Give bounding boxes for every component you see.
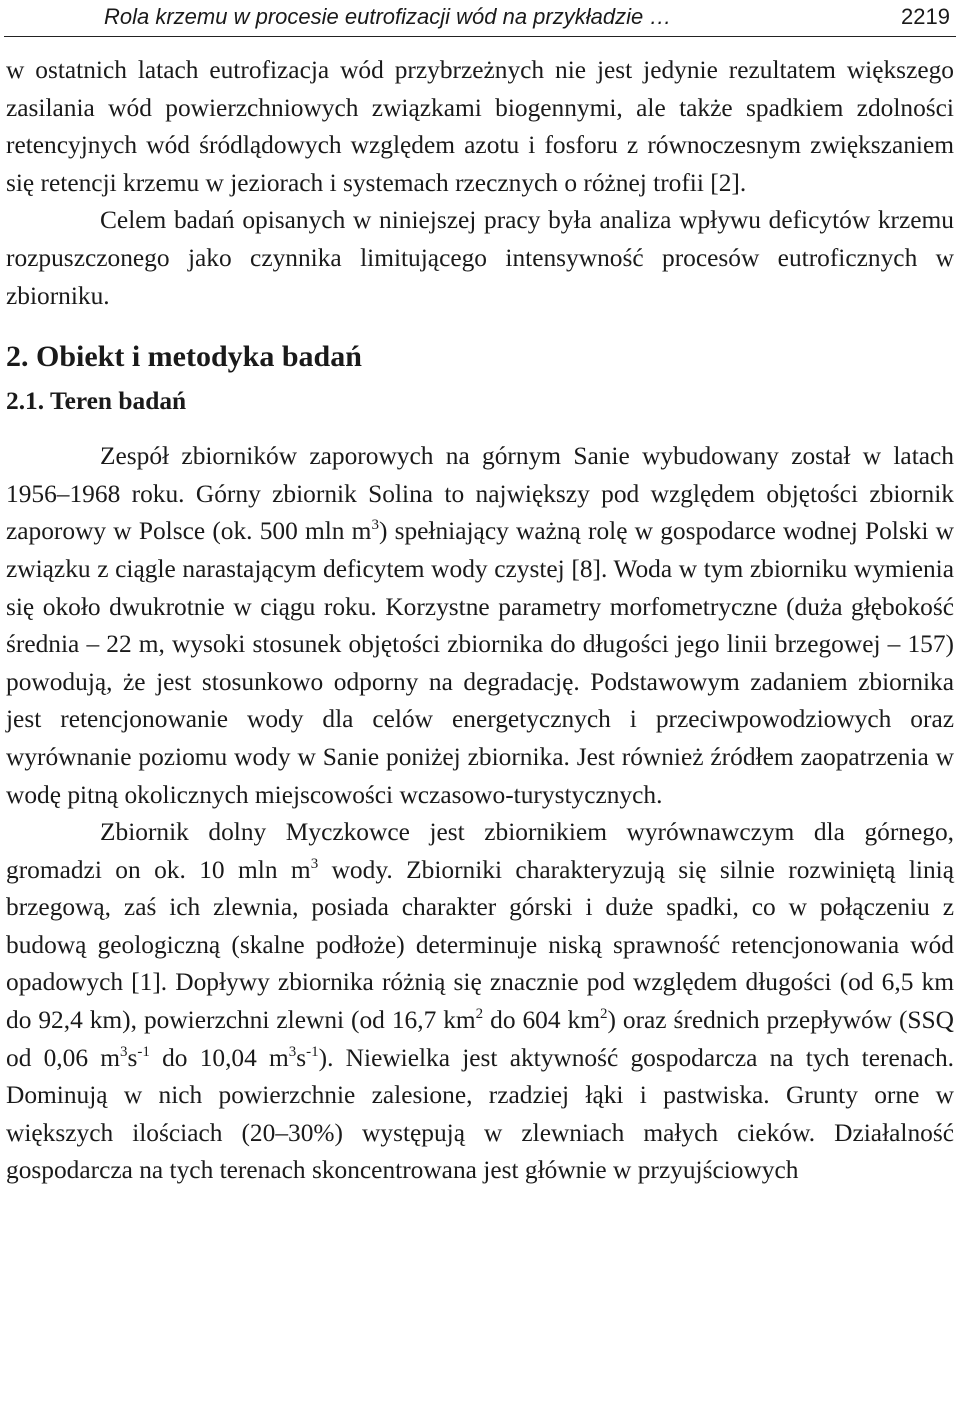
running-header (4, 0, 956, 37)
para-text: do 604 km (483, 1006, 600, 1035)
superscript: 3 (288, 1043, 297, 1060)
para-text: Zespół zbiorników zaporowych na górnym Sanie wybudowany został w latach 1956–1968 roku. Górny zbiornik Solina to największy pod względem objętości zbiornik zaporowy w Polsce (ok. 500 mln m (6, 442, 954, 546)
superscript: -1 (306, 1043, 319, 1060)
paragraph-solina (6, 438, 954, 814)
paragraph-aim: Celem badań opisanych w niniejszej pracy była analiza wpływu deficytów krzemu rozpuszczonego jako czynnika limitującego intensywność procesów eutroficznych w zbiorniku. (6, 206, 954, 310)
para-text: ) spełniający ważną rolę w gospodarce wodnej Polski w związku z ciągle narastającym deficytem wody czystej [8]. Woda w tym zbiorniku wymienia się około dwukrotnie w ciągu roku. Korzystne parametry morfometryczne (duża głębokość średnia – 22 m, wysoki stosunek objętości zbiornika do długości jego linii brzegowej – 157) powodują, że jest stosunkowo odporny na degradację. Podstawowym zadaniem zbiornika jest retencjonowanie wody dla celów energetycznych i przeciwpowodziowych oraz wyrównanie poziomu wody w Sanie poniżej zbiornika. Jest również źródłem zaopatrzenia w wodę pitną okolicznych miejscowości wczasowo-turystycznych. (6, 517, 954, 809)
para-text: do 10,04 m (149, 1043, 289, 1072)
superscript: 3 (120, 1043, 128, 1060)
superscript: 2 (475, 1006, 484, 1023)
para-text: ). Niewielka jest aktywność gospodarcza na tych terenach. Dominują w nich powierzchnie zalesione, rzadziej łąki i pastwiska. Grunty orne w większych ilościach (20–30%) występują w zlewniach małych cieków. Działalność gospodarcza na tych terenach skoncentrowana jest głównie w przyujściowych (6, 1043, 955, 1185)
para-text: Zbiornik dolny Myczkowce jest zbiornikiem wyrównawczym dla górnego, gromadzi on ok. 10 mln m (6, 818, 954, 884)
superscript: -1 (137, 1043, 150, 1060)
running-title: Rola krzemu w procesie eutrofizacji wód na przykładzie … (104, 4, 672, 29)
paragraph-myczkowce (6, 814, 954, 1190)
superscript: 2 (599, 1006, 608, 1023)
paragraph-eutrophication: w ostatnich latach eutrofizacja wód przybrzeżnych nie jest jedynie rezultatem większego zasilania wód powierzchniowych związkami biogennymi, ale także spadkiem zdolności retencyjnych wód śródlądowych względem azotu i fosforu z równoczesnym zwiększaniem się retencji krzemu w jeziorach i systemach rzecznych o różnej trofii [2]. (6, 56, 954, 197)
article-body (6, 52, 954, 1190)
para-text: wody. Zbiorniki charakteryzują się silnie rozwiniętą linią brzegową, zaś ich zlewnia, posiada charakter górski i duże spadki, co w połączeniu z budową geologiczną (skalne podłoże) determinuje niską sprawność retencjonowania wód opadowych [1]. Dopływy zbiornika różnią się znacznie pod względem długości (od 6,5 km do 92,4 km), powierzchni zlewni (od 16,7 km (6, 855, 954, 1035)
superscript: 3 (310, 855, 319, 872)
para-text: s (296, 1043, 307, 1072)
para-text: ) oraz średnich przepływów (SSQ od 0,06 m (6, 1006, 954, 1072)
section-heading: 2. Obiekt i metodyka badań (6, 340, 362, 374)
superscript: 3 (371, 517, 379, 534)
page-number: 2219 (901, 4, 950, 29)
subsection-heading: 2.1. Teren badań (6, 387, 187, 416)
para-text: s (127, 1043, 138, 1072)
